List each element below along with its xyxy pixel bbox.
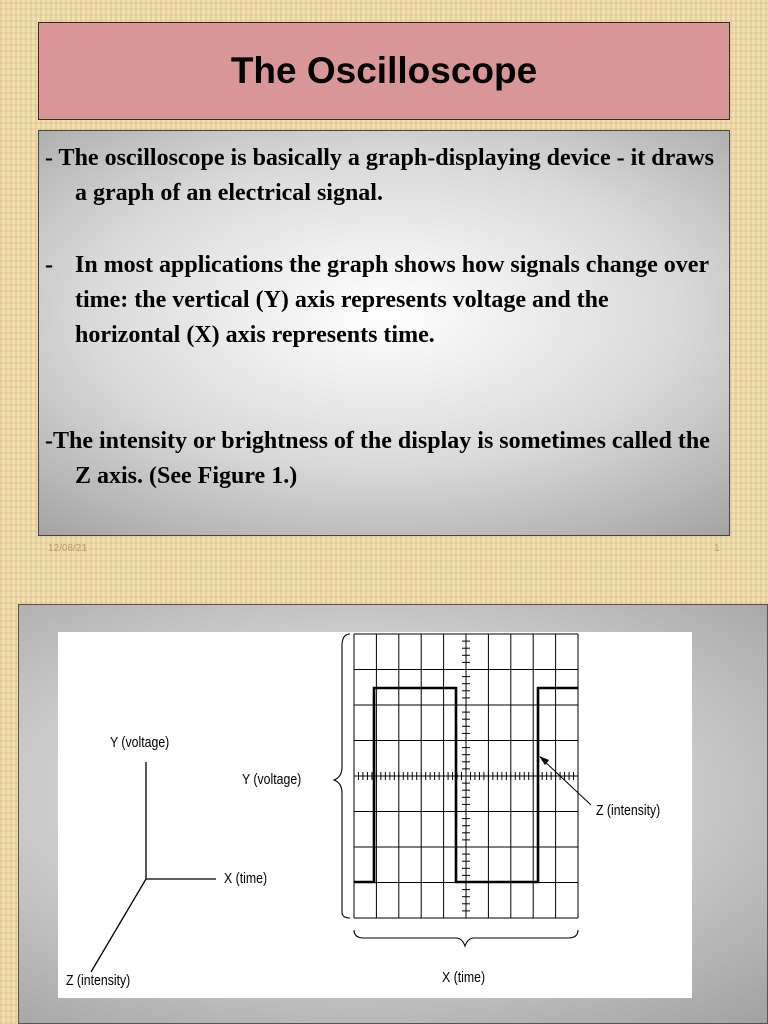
z-axis-line [91,879,146,972]
paragraph-2 [45,248,715,353]
paragraph-1 [45,141,715,211]
footer-page-number: 1 [714,543,720,554]
x-brace [354,930,578,946]
grid-y-label: Y (voltage) [242,771,302,788]
paragraph-3 [45,424,715,494]
grid-z-label: Z (intensity) [596,802,661,819]
z-pointer-line [542,759,591,805]
z-axis-label: Z (intensity) [66,972,131,989]
grid-x-label: X (time) [442,969,486,986]
3d-axes [91,762,216,972]
content-panel [38,130,730,536]
y-axis-label: Y (voltage) [110,734,170,751]
paragraph-3-text: -The intensity or brightness of the display is sometimes called the Z axis. (See Figure 1.) [45,428,710,489]
x-axis-label: X (time) [224,870,268,887]
paragraph-2-text: In most applications the graph shows how signals change over time: the vertical (Y) axis represents voltage and the horizontal (X) axis represents time. [75,252,709,348]
y-brace [334,634,350,918]
slide-title-box [38,22,730,120]
bullet-dash: - [45,252,53,278]
footer-date: 12/08/21 [48,543,87,554]
slide-title: The Oscilloscope [230,50,538,91]
oscilloscope-figure [58,632,692,998]
paragraph-1-text: - The oscilloscope is basically a graph-displaying device - it draws a graph of an electrical signal. [45,145,714,206]
